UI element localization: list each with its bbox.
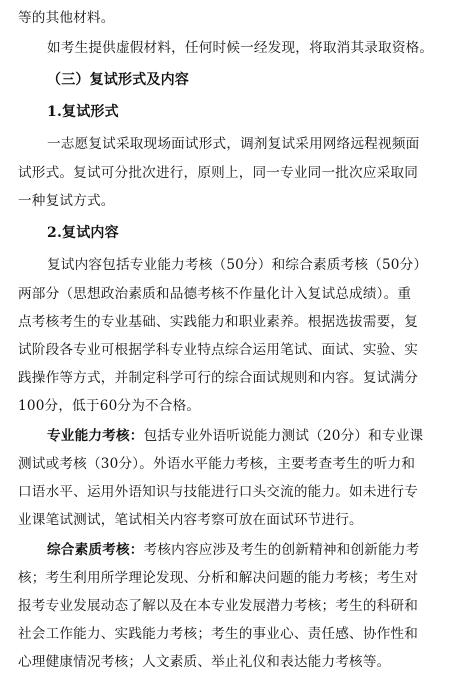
text-span: 考核内容应涉及考生的创新精神和创新能力考 bbox=[143, 542, 420, 558]
text-line: 心理健康情况考核；人文素质、举止礼仪和表达能力考核等。 bbox=[18, 654, 391, 670]
term-comprehensive-quality: 综合素质考核： bbox=[47, 542, 144, 558]
text-line: 测试或考核（30分）。外语水平能力考核，主要考查考生的听力和 bbox=[18, 456, 416, 472]
text-line: 核；考生利用所学理论发现、分析和解决问题的能力考核；考生对 bbox=[18, 570, 419, 586]
text-line: 试阶段各专业可根据学科专业特点综合运用笔试、面试、实验、实 bbox=[18, 342, 419, 358]
subsection-heading-form: 1.复试形式 bbox=[47, 104, 119, 120]
text-line: 业课笔试测试，笔试相关内容考察可放在面试环节进行。 bbox=[18, 512, 363, 528]
section-heading: （三）复试形式及内容 bbox=[47, 72, 189, 88]
text-line: 报考专业发展动态了解以及在本专业发展潜力考核；考生的科研和 bbox=[18, 598, 419, 614]
paragraph-comprehensive-quality-first-line bbox=[47, 540, 419, 560]
text-line: 复试内容包括专业能力考核（50分）和综合素质考核（50分） bbox=[47, 257, 428, 273]
term-professional-ability: 专业能力考核： bbox=[47, 428, 144, 444]
text-line: 100分，低于60分为不合格。 bbox=[18, 398, 201, 414]
text-line: 践操作等方式，并制定科学可行的综合面试规则和内容。复试满分 bbox=[18, 370, 419, 386]
text-line: 等的其他材料。 bbox=[18, 10, 115, 26]
text-line: 点考核考生的专业基础、实践能力和职业素养。根据选拔需要，复 bbox=[18, 314, 419, 330]
paragraph-professional-ability-first-line bbox=[47, 426, 423, 446]
text-line: 两部分（思想政治素质和品德考核不作量化计入复试总成绩）。重 bbox=[18, 286, 412, 302]
text-line: 如考生提供虚假材料，任何时候一经发现，将取消其录取资格。 bbox=[47, 40, 434, 56]
text-line: 一志愿复试采取现场面试形式，调剂复试采用网络远程视频面 bbox=[47, 136, 420, 152]
text-line: 试形式。复试可分批次进行，原则上，同一专业同一批次应采取同 bbox=[18, 165, 419, 181]
text-line: 一种复试方式。 bbox=[18, 193, 115, 209]
subsection-heading-content: 2.复试内容 bbox=[47, 225, 119, 241]
text-line: 社会工作能力、实践能力考核；考生的事业心、责任感、协作性和 bbox=[18, 626, 419, 642]
text-line: 口语水平、运用外语知识与技能进行口头交流的能力。如未进行专 bbox=[18, 484, 419, 500]
text-span: 包括专业外语听说能力测试（20分）和专业课 bbox=[143, 428, 424, 444]
